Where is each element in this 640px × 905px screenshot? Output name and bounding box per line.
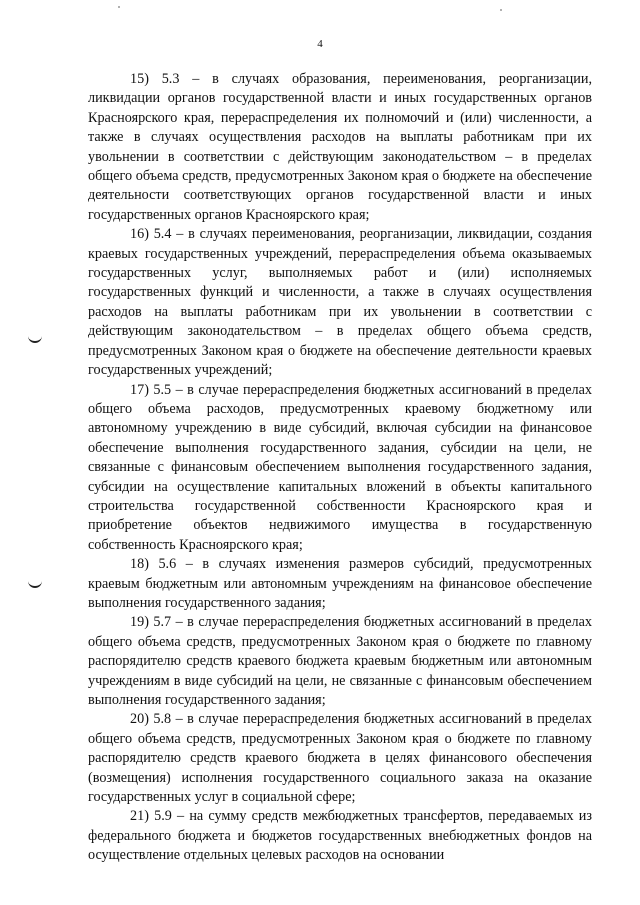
paragraph-15: 15) 5.3 – в случаях образования, переименования, реорганизации, ликвидации органов государственной власти и иных государственных органов Красноярского края, перераспределения их полномочий и (или) численности, а также в случаях осуществления расходов на выплаты работникам при их увольнении в соответствии с действующим законодательством – в пределах общего объема средств, предусмотренных Законом края о бюджете на обеспечение деятельности соответствующих органов государственной власти и иных государственных органов Красноярского края;: [88, 71, 592, 223]
scan-speck: [500, 9, 502, 11]
scan-mark: [28, 578, 42, 588]
paragraph-17: 17) 5.5 – в случае перераспределения бюджетных ассигнований в пределах общего объема расходов, предусмотренных краевому бюджетному или автономному учреждению в виде субсидий, включая субсидии на финансовое обеспечение выполнения государственного задания, субсидии на цели, не связанные с финансовым обеспечением выполнения государственного задания, субсидии на осуществление капитальных вложений в объекты капитального строительства государственной собственности Красноярского края и приобретение объектов недвижимого имущества в государственную собственность Красноярского края;: [88, 381, 592, 553]
scan-mark: [28, 333, 42, 343]
paragraph-16: 16) 5.4 – в случаях переименования, реорганизации, ликвидации, создания краевых государственных учреждений, перераспределения объема оказываемых государственных услуг, выполняемых работ и (или) исполняемых государственных функций и численности, а также в случаях осуществления расходов на выплаты работникам при их увольнении в соответствии с действующим законодательством – в пределах общего объема средств, предусмотренных Законом края о бюджете на обеспечение деятельности краевых государственных учреждений;: [88, 226, 592, 379]
paragraph-20: 20) 5.8 – в случае перераспределения бюджетных ассигнований в пределах общего объема средств, предусмотренных Законом края о бюджете по главному распорядителю средств краевого бюджета в целях финансового обеспечения (возмещения) исполнения государственного социального заказа на оказание государственных услуг в социальной сфере;: [88, 711, 592, 806]
document-body: [88, 70, 592, 866]
scan-speck: [118, 6, 120, 8]
paragraph-19: 19) 5.7 – в случае перераспределения бюджетных ассигнований в пределах общего объема средств, предусмотренных Законом края о бюджете по главному распорядителю средств краевого бюджета краевым бюджетным или автономным учреждениям в виде субсидий на цели, не связанные с финансовым обеспечением выполнения государственного задания;: [88, 614, 592, 708]
page-number: 4: [317, 38, 323, 50]
paragraph-18: 18) 5.6 – в случаях изменения размеров субсидий, предусмотренных краевым бюджетным или автономным учреждениям на финансовое обеспечение выполнения государственного задания;: [88, 556, 592, 611]
paragraph-21: 21) 5.9 – на сумму средств межбюджетных трансфертов, передаваемых из федерального бюджета и бюджетов государственных внебюджетных фондов на осуществление отдельных целевых расходов на основании: [88, 808, 592, 864]
